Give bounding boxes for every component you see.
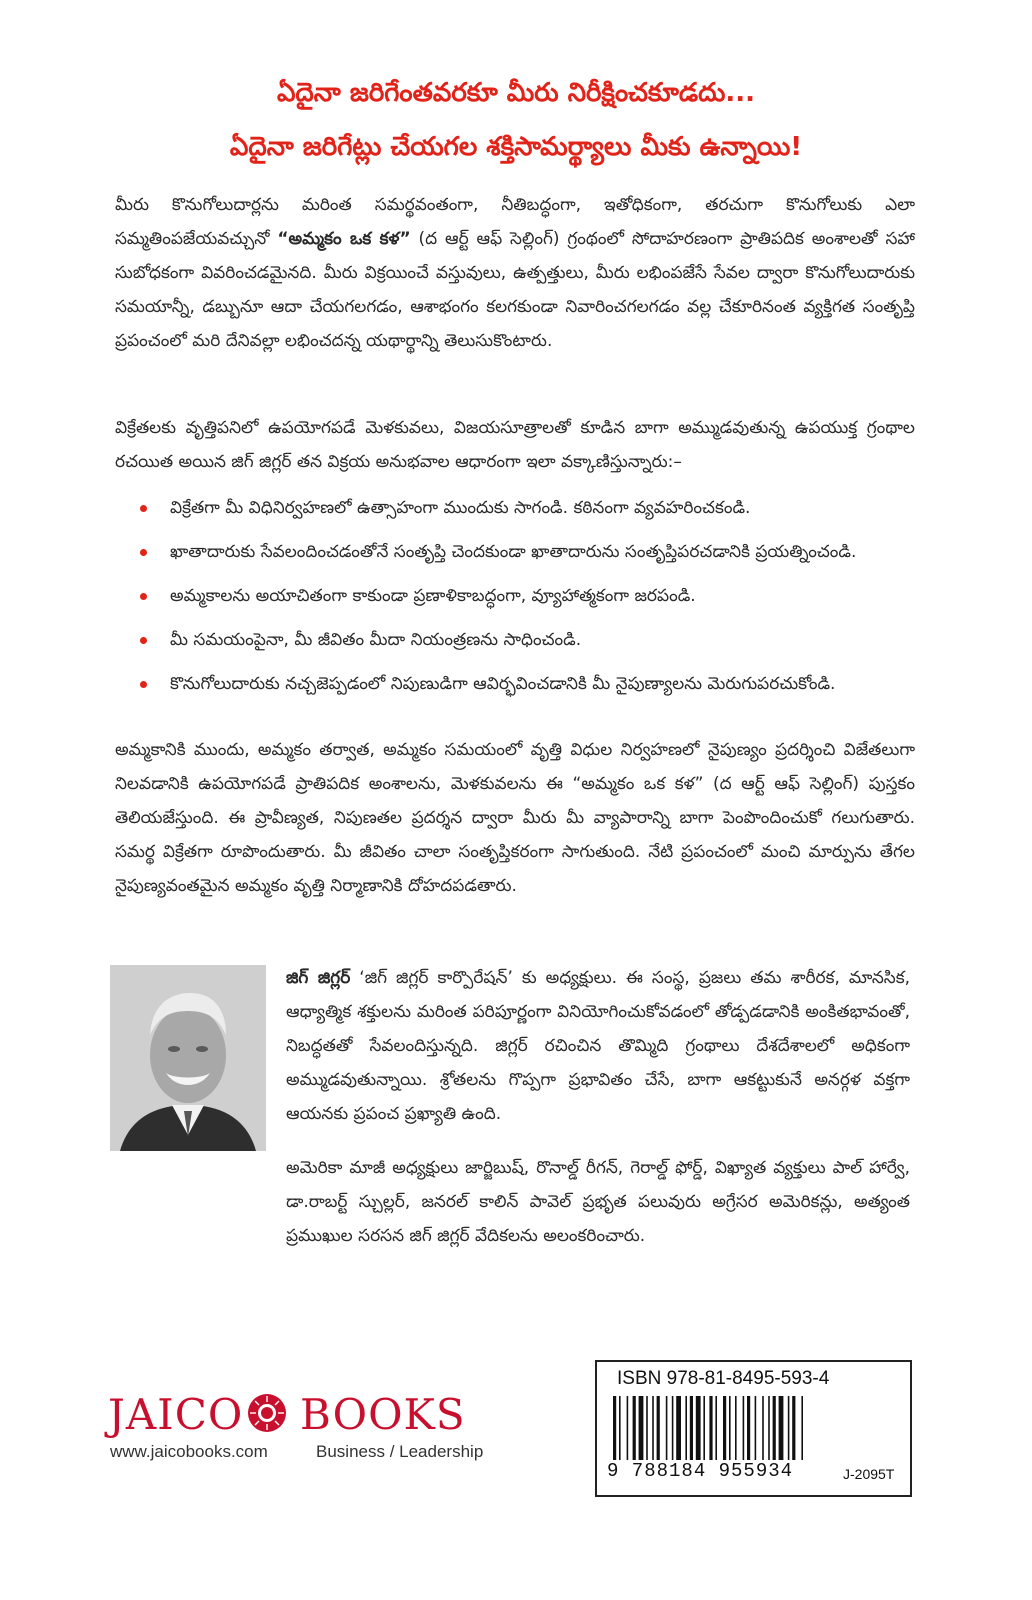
publisher-url: www.jaicobooks.com	[110, 1442, 268, 1461]
list-item	[140, 579, 910, 613]
bullet-icon	[140, 505, 147, 512]
list-item-text: అమ్మకాలను అయాచితంగా కాకుండా ప్రణాళికాబద్ధంగా, వ్యూహాత్మకంగా జరపండి.	[170, 586, 696, 606]
author-bio	[286, 961, 910, 1131]
book-title: “అమ్మకం ఒక కళ”	[277, 229, 411, 249]
intro-paragraph	[115, 188, 915, 358]
list-item	[140, 535, 910, 569]
isbn-text: ISBN 978-81-8495-593-4	[617, 1368, 830, 1389]
intro-part-1: మీరు కొనుగోలుదార్లను మరింత సమర్థవంతంగా, నీతిబద్ధంగా, ఇతోధికంగా, తరచుగా కొనుగోలుకు ఎలా సమ్మతింపజేయవచ్చునో	[115, 195, 915, 249]
barcode-digits: 9 788184 955934	[607, 1460, 794, 1482]
bullet-icon	[140, 549, 147, 556]
author-name: జిగ్ జిగ్లర్	[286, 968, 351, 988]
barcode-icon	[611, 1396, 831, 1460]
bullet-icon	[140, 637, 147, 644]
headline-line-2: ఏదైనా జరిగేట్లు చేయగల శక్తిసామర్థ్యాలు మీకు ఉన్నాయి!	[229, 132, 803, 162]
list-item	[140, 491, 910, 525]
sun-emblem-icon	[246, 1392, 288, 1434]
author-bio-continued: అమెరికా మాజీ అధ్యక్షులు జార్జిబుష్, రొనాల్డ్ రీగన్, గెరాల్డ్ ఫోర్డ్, విఖ్యాత వ్యక్తులు పాల్ హార్వే, డా.రాబర్ట్ స్చుల్లర్, జనరల్ కాలిన్ పావెల్ ప్రభృత పలువురు అగ్రేసర అమెరికన్లు, అత్యంత ప్రముఖుల సరసన జిగ్ జిగ్లర్ వేదికలను అలంకరించారు.	[286, 1158, 910, 1246]
tips-list	[140, 491, 910, 701]
author-portrait-icon	[110, 965, 266, 1151]
logo-text-right: BOOKS	[300, 1390, 466, 1439]
author-bio-text: ‘జిగ్ జిగ్లర్ కార్పొరేషన్’ కు అధ్యక్షులు. ఈ సంస్థ, ప్రజలు తమ శారీరక, మానసిక, ఆధ్యాత్మిక శక్తులను మరింత పరిపూర్ణంగా వినియోగించుకోవడంలో తోడ్పడడానికి అంకితభావంతో, నిబద్ధతతో సేవలందిస్తున్నది. జిగ్లర్ రచించిన తొమ్మిది గ్రంథాలు దేశదేశాలలో అధికంగా అమ్ముడవుతున్నాయి. శ్రోతలను గొప్పగా ప్రభావితం చేసే, బాగా ఆకట్టుకునే అనర్గళ వక్తగా ఆయనకు ప్రపంచ ప్రఖ్యాతి ఉంది.	[286, 968, 910, 1124]
author-photo	[110, 965, 266, 1151]
book-code: J-2095T	[843, 1466, 895, 1482]
logo-text-left: JAICO	[108, 1390, 244, 1439]
list-item-text: విక్రేతగా మీ విధినిర్వహణలో ఉత్సాహంగా ముందుకు సాగండి. కఠినంగా వ్యవహరించకండి.	[170, 498, 751, 518]
list-item	[140, 623, 910, 657]
headline-line-1: ఏదైనా జరిగేంతవరకూ మీరు నిరీక్షించకూడదు...	[276, 78, 756, 108]
barcode-box	[595, 1360, 912, 1497]
author-quote-intro: విక్రేతలకు వృత్తిపనిలో ఉపయోగపడే మెళకువలు, విజయసూత్రాలతో కూడిన బాగా అమ్ముడవుతున్న ఉపయుక్త గ్రంథాల రచయిత అయిన జిగ్ జిగ్లర్ తన విక్రయ అనుభవాల ఆధారంగా ఇలా వక్కాణిస్తున్నారు:–	[115, 418, 915, 472]
list-item-text: ఖాతాదారుకు సేవలందించడంతోనే సంతృప్తి చెందకుండా ఖాతాదారును సంతృప్తిపరచడానికి ప్రయత్నించండి.	[170, 542, 857, 562]
list-item-text: మీ సమయంపైనా, మీ జీవితం మీదా నియంత్రణను సాధించండి.	[170, 630, 582, 650]
intro-part-2: (ద ఆర్ట్ ఆఫ్ సెల్లింగ్) గ్రంథంలో సోదాహరణంగా ప్రాతిపదిక అంశాలతో సహా సుబోధకంగా వివరించడమైనది. మీరు విక్రయించే వస్తువులు, ఉత్పత్తులు, మీరు లభింపజేసే సేవల ద్వారా కొనుగోలుదారుకు సమయాన్నీ, డబ్బునూ ఆదా చేయగలగడం, ఆశాభంగం కలగకుండా నివారించగలగడం వల్ల చేకూరినంత వ్యక్తిగత సంతృప్తి ప్రపంచంలో మరి దేనివల్లా లభించదన్న యథార్థాన్ని తెలుసుకొంటారు.	[115, 229, 915, 351]
list-item	[140, 667, 910, 701]
bullet-icon	[140, 681, 147, 688]
summary-paragraph: అమ్మకానికి ముందు, అమ్మకం తర్వాత, అమ్మకం సమయంలో వృత్తి విధుల నిర్వహణలో నైపుణ్యం ప్రదర్శించి విజేతలుగా నిలవడానికి ఉపయోగపడే ప్రాతిపదిక అంశాలను, మెళకువలను ఈ “అమ్మకం ఒక కళ” (ద ఆర్ట్ ఆఫ్ సెల్లింగ్) పుస్తకం తెలియజేస్తుంది. ఈ ప్రావీణ్యత, నిపుణతల ప్రదర్శన ద్వారా మీరు మీ వ్యాపారాన్ని బాగా పెంపొందించుకో గలుగుతారు. సమర్థ విక్రేతగా రూపొందుతారు. మీ జీవితం చాలా సంతృప్తికరంగా సాగుతుంది. నేటి ప్రపంచంలో మంచి మార్పును తేగల నైపుణ్యవంతమైన అమ్మకం వృత్తి నిర్మాణానికి దోహదపడతారు.	[115, 740, 915, 896]
bullet-icon	[140, 593, 147, 600]
book-category: Business / Leadership	[316, 1442, 484, 1461]
list-item-text: కొనుగోలుదారుకు నచ్చజెప్పడంలో నిపుణుడిగా ఆవిర్భవించడానికి మీ నైపుణ్యాలను మెరుగుపరచుకోండి.	[170, 674, 836, 694]
